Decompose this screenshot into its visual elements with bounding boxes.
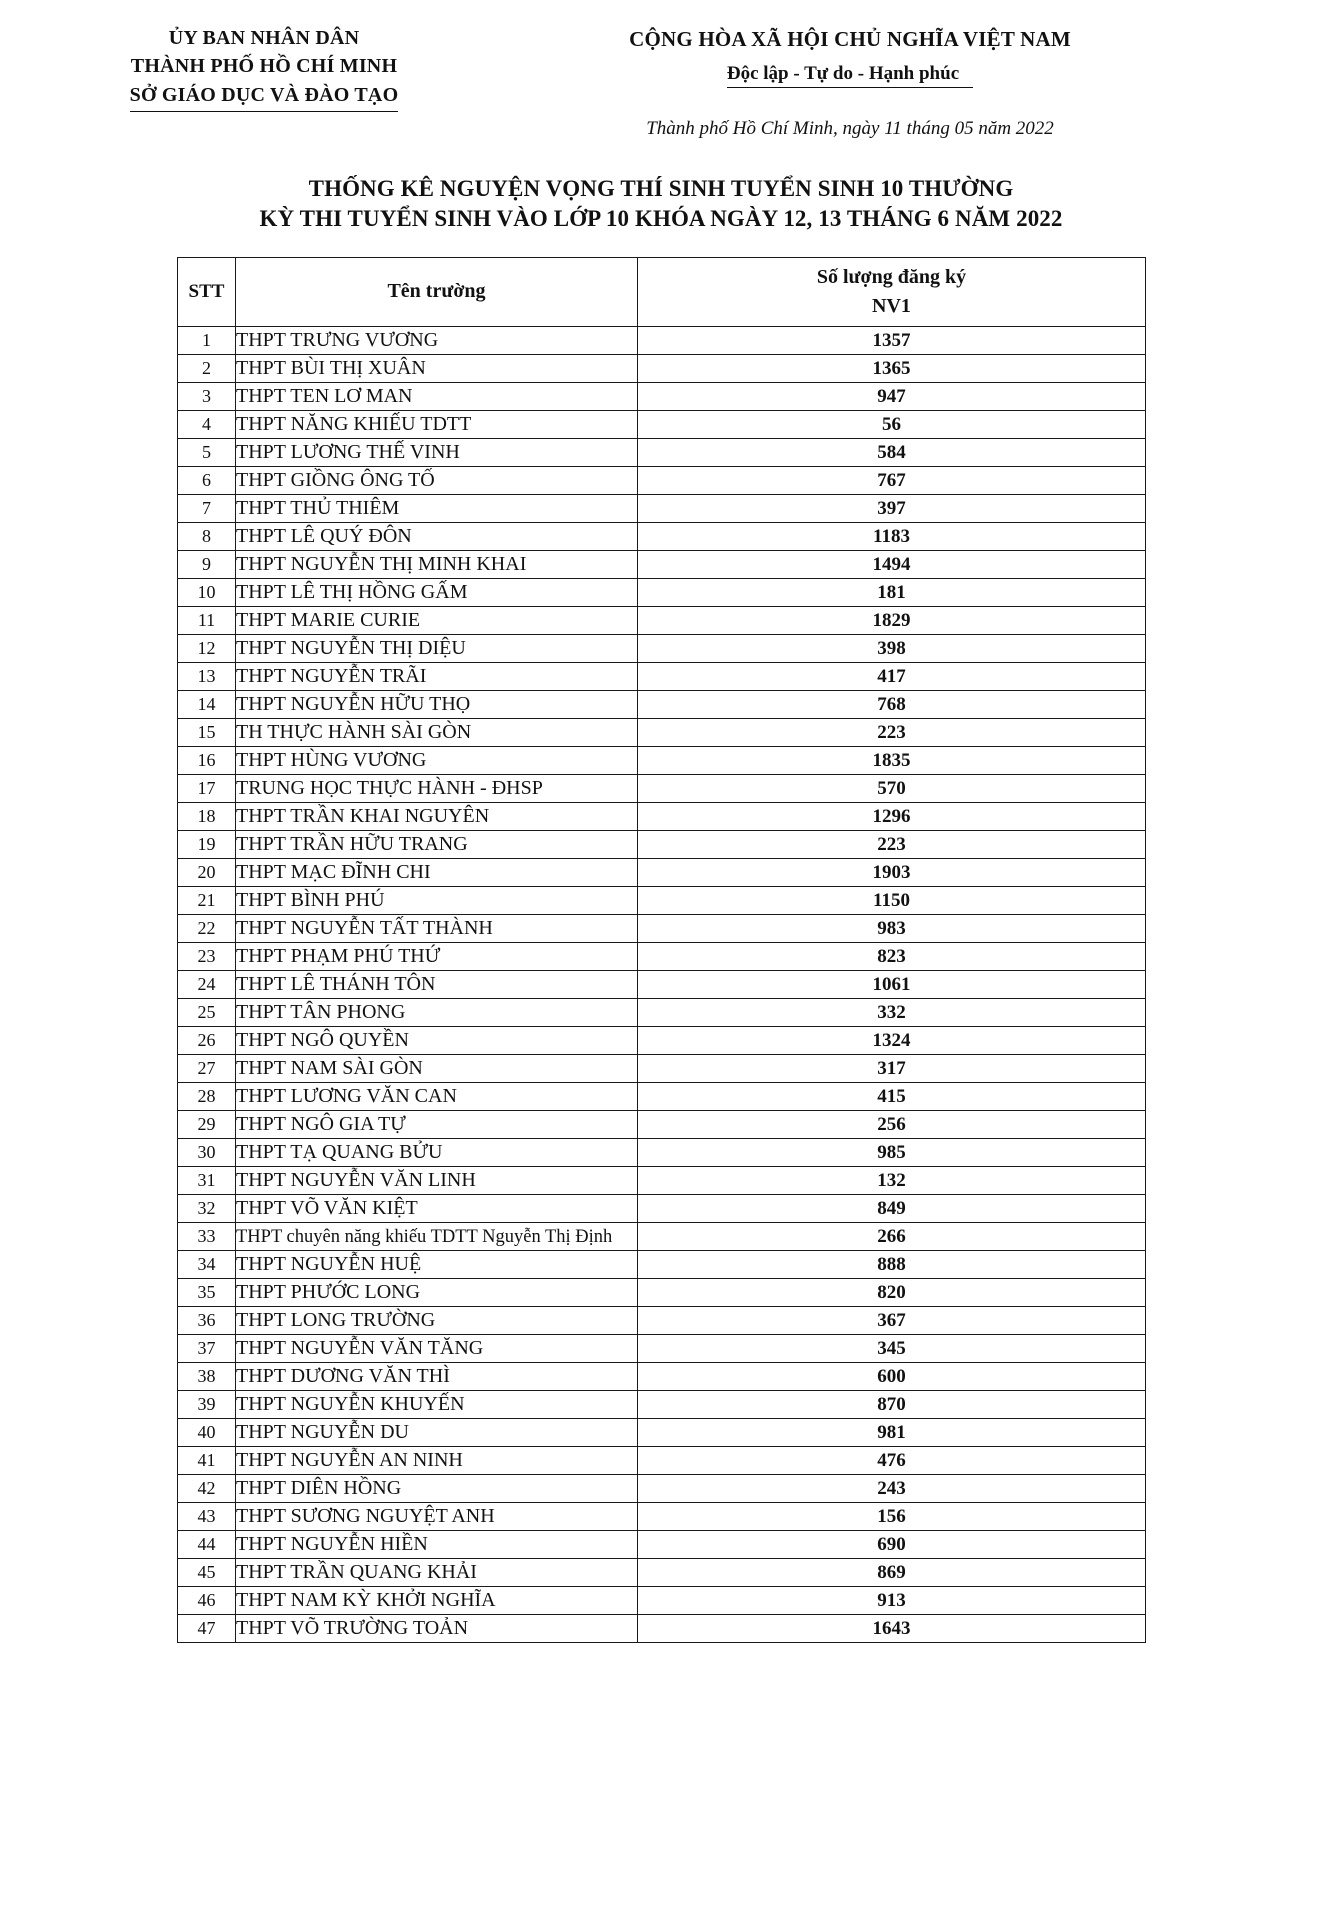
cell-school-name: THPT LÊ THÁNH TÔN <box>236 970 638 998</box>
cell-registration-count: 367 <box>638 1306 1146 1334</box>
cell-index: 30 <box>178 1138 236 1166</box>
national-heading-block <box>470 24 1282 140</box>
cell-registration-count: 869 <box>638 1558 1146 1586</box>
cell-registration-count: 476 <box>638 1446 1146 1474</box>
cell-index: 41 <box>178 1446 236 1474</box>
cell-index: 16 <box>178 746 236 774</box>
cell-school-name: THPT DIÊN HỒNG <box>236 1474 638 1502</box>
table-row <box>178 438 1146 466</box>
cell-index: 2 <box>178 354 236 382</box>
cell-school-name: THPT NĂNG KHIẾU TDTT <box>236 410 638 438</box>
cell-school-name: THPT MARIE CURIE <box>236 606 638 634</box>
cell-index: 28 <box>178 1082 236 1110</box>
cell-school-name: THPT NGUYỄN VĂN TĂNG <box>236 1334 638 1362</box>
issuer-line-3: SỞ GIÁO DỤC VÀ ĐÀO TẠO <box>130 81 399 112</box>
cell-index: 8 <box>178 522 236 550</box>
cell-registration-count: 823 <box>638 942 1146 970</box>
cell-registration-count: 1903 <box>638 858 1146 886</box>
cell-school-name: THPT DƯƠNG VĂN THÌ <box>236 1362 638 1390</box>
cell-index: 44 <box>178 1530 236 1558</box>
header-count-line-1: Số lượng đăng ký <box>816 265 967 288</box>
cell-school-name: THPT NGUYỄN HIỀN <box>236 1530 638 1558</box>
table-row <box>178 1054 1146 1082</box>
cell-registration-count: 256 <box>638 1110 1146 1138</box>
cell-school-name: THPT NGUYỄN KHUYẾN <box>236 1390 638 1418</box>
cell-registration-count: 888 <box>638 1250 1146 1278</box>
cell-registration-count: 415 <box>638 1082 1146 1110</box>
cell-school-name: THPT TEN LƠ MAN <box>236 382 638 410</box>
cell-registration-count: 1183 <box>638 522 1146 550</box>
cell-index: 13 <box>178 662 236 690</box>
cell-index: 40 <box>178 1418 236 1446</box>
cell-school-name: THPT VÕ TRƯỜNG TOẢN <box>236 1614 638 1642</box>
table-row <box>178 382 1146 410</box>
cell-school-name: TRUNG HỌC THỰC HÀNH - ĐHSP <box>236 774 638 802</box>
cell-school-name: THPT SƯƠNG NGUYỆT ANH <box>236 1502 638 1530</box>
table-row <box>178 1334 1146 1362</box>
cell-index: 11 <box>178 606 236 634</box>
table-row <box>178 1110 1146 1138</box>
cell-registration-count: 1150 <box>638 886 1146 914</box>
cell-registration-count: 417 <box>638 662 1146 690</box>
table-row <box>178 1586 1146 1614</box>
cell-registration-count: 56 <box>638 410 1146 438</box>
cell-registration-count: 1643 <box>638 1614 1146 1642</box>
cell-registration-count: 983 <box>638 914 1146 942</box>
cell-registration-count: 985 <box>638 1138 1146 1166</box>
cell-registration-count: 156 <box>638 1502 1146 1530</box>
cell-index: 42 <box>178 1474 236 1502</box>
cell-index: 36 <box>178 1306 236 1334</box>
table-row <box>178 1278 1146 1306</box>
cell-registration-count: 1835 <box>638 746 1146 774</box>
table-row <box>178 1418 1146 1446</box>
cell-school-name: TH THỰC HÀNH SÀI GÒN <box>236 718 638 746</box>
cell-index: 31 <box>178 1166 236 1194</box>
cell-registration-count: 317 <box>638 1054 1146 1082</box>
cell-school-name: THPT LONG TRƯỜNG <box>236 1306 638 1334</box>
cell-school-name: THPT HÙNG VƯƠNG <box>236 746 638 774</box>
cell-registration-count: 266 <box>638 1222 1146 1250</box>
header-school-name: Tên trường <box>236 257 638 326</box>
cell-school-name: THPT MẠC ĐĨNH CHI <box>236 858 638 886</box>
cell-registration-count: 1829 <box>638 606 1146 634</box>
national-motto: Độc lập - Tự do - Hạnh phúc <box>727 63 973 88</box>
table-row <box>178 326 1146 354</box>
cell-index: 14 <box>178 690 236 718</box>
table-row <box>178 1138 1146 1166</box>
table-body <box>178 326 1146 1642</box>
cell-index: 33 <box>178 1222 236 1250</box>
table-row <box>178 1362 1146 1390</box>
cell-registration-count: 397 <box>638 494 1146 522</box>
table-row <box>178 1166 1146 1194</box>
cell-registration-count: 332 <box>638 998 1146 1026</box>
cell-registration-count: 690 <box>638 1530 1146 1558</box>
cell-index: 3 <box>178 382 236 410</box>
table-row <box>178 1306 1146 1334</box>
cell-index: 10 <box>178 578 236 606</box>
cell-registration-count: 584 <box>638 438 1146 466</box>
cell-registration-count: 820 <box>638 1278 1146 1306</box>
table-row <box>178 802 1146 830</box>
cell-registration-count: 870 <box>638 1390 1146 1418</box>
cell-index: 23 <box>178 942 236 970</box>
table-row <box>178 774 1146 802</box>
table-row <box>178 606 1146 634</box>
cell-school-name: THPT NGUYỄN HUỆ <box>236 1250 638 1278</box>
cell-registration-count: 1494 <box>638 550 1146 578</box>
table-row <box>178 1614 1146 1642</box>
cell-registration-count: 223 <box>638 830 1146 858</box>
cell-school-name: THPT NAM KỲ KHỞI NGHĨA <box>236 1586 638 1614</box>
table-row <box>178 942 1146 970</box>
cell-registration-count: 570 <box>638 774 1146 802</box>
table-row <box>178 550 1146 578</box>
cell-school-name: THPT TÂN PHONG <box>236 998 638 1026</box>
cell-index: 22 <box>178 914 236 942</box>
table-row <box>178 690 1146 718</box>
cell-school-name: THPT TẠ QUANG BỬU <box>236 1138 638 1166</box>
issuer-line-2: THÀNH PHỐ HỒ CHÍ MINH <box>130 55 398 78</box>
table-row <box>178 494 1146 522</box>
cell-registration-count: 1296 <box>638 802 1146 830</box>
cell-school-name: THPT GIỒNG ÔNG TỐ <box>236 466 638 494</box>
issuer-line-1: ỦY BAN NHÂN DÂN <box>168 27 360 49</box>
cell-registration-count: 1324 <box>638 1026 1146 1054</box>
cell-school-name: THPT NAM SÀI GÒN <box>236 1054 638 1082</box>
cell-index: 35 <box>178 1278 236 1306</box>
cell-school-name: THPT NGÔ QUYỀN <box>236 1026 638 1054</box>
cell-registration-count: 223 <box>638 718 1146 746</box>
cell-school-name <box>236 1222 638 1250</box>
cell-school-name: THPT VÕ VĂN KIỆT <box>236 1194 638 1222</box>
table-row <box>178 746 1146 774</box>
table-row <box>178 998 1146 1026</box>
header-count-line-2: NV1 <box>872 294 911 317</box>
cell-registration-count: 913 <box>638 1586 1146 1614</box>
cell-index: 6 <box>178 466 236 494</box>
cell-index: 15 <box>178 718 236 746</box>
table-row <box>178 1390 1146 1418</box>
cell-registration-count: 1365 <box>638 354 1146 382</box>
document-title <box>0 174 1322 235</box>
cell-school-name: THPT LƯƠNG THẾ VINH <box>236 438 638 466</box>
cell-index: 37 <box>178 1334 236 1362</box>
cell-index: 43 <box>178 1502 236 1530</box>
cell-school-name: THPT NGUYỄN THỊ MINH KHAI <box>236 550 638 578</box>
table-row <box>178 1558 1146 1586</box>
cell-school-name: THPT PHẠM PHÚ THỨ <box>236 942 638 970</box>
cell-registration-count: 768 <box>638 690 1146 718</box>
cell-index: 20 <box>178 858 236 886</box>
table-row <box>178 1530 1146 1558</box>
cell-registration-count: 947 <box>638 382 1146 410</box>
table-row <box>178 1222 1146 1250</box>
cell-school-name: THPT NGUYỄN HỮU THỌ <box>236 690 638 718</box>
cell-registration-count: 181 <box>638 578 1146 606</box>
cell-school-name: THPT TRƯNG VƯƠNG <box>236 326 638 354</box>
cell-index: 47 <box>178 1614 236 1642</box>
table-row <box>178 1502 1146 1530</box>
cell-registration-count: 243 <box>638 1474 1146 1502</box>
cell-index: 46 <box>178 1586 236 1614</box>
table-row <box>178 634 1146 662</box>
table-row <box>178 466 1146 494</box>
cell-index: 4 <box>178 410 236 438</box>
cell-school-name: THPT NGÔ GIA TỰ <box>236 1110 638 1138</box>
table-row <box>178 1250 1146 1278</box>
cell-registration-count: 600 <box>638 1362 1146 1390</box>
table-row <box>178 1474 1146 1502</box>
cell-index: 26 <box>178 1026 236 1054</box>
cell-school-name: THPT NGUYỄN TRÃI <box>236 662 638 690</box>
cell-school-name: THPT LƯƠNG VĂN CAN <box>236 1082 638 1110</box>
national-title: CỘNG HÒA XÃ HỘI CHỦ NGHĨA VIỆT NAM <box>629 27 1071 51</box>
table-row <box>178 970 1146 998</box>
cell-index: 38 <box>178 1362 236 1390</box>
table-row <box>178 522 1146 550</box>
statistics-table <box>177 257 1146 1643</box>
statistics-table-container <box>177 257 1145 1643</box>
table-row <box>178 410 1146 438</box>
cell-school-name: THPT NGUYỄN AN NINH <box>236 1446 638 1474</box>
cell-index: 25 <box>178 998 236 1026</box>
cell-school-name: THPT BÌNH PHÚ <box>236 886 638 914</box>
cell-registration-count: 767 <box>638 466 1146 494</box>
cell-index: 18 <box>178 802 236 830</box>
cell-index: 5 <box>178 438 236 466</box>
cell-registration-count: 345 <box>638 1334 1146 1362</box>
letterhead <box>0 0 1322 140</box>
table-row <box>178 886 1146 914</box>
place-and-date: Thành phố Hồ Chí Minh, ngày 11 tháng 05 năm 2022 <box>646 117 1054 139</box>
table-row <box>178 662 1146 690</box>
cell-index: 12 <box>178 634 236 662</box>
cell-index: 32 <box>178 1194 236 1222</box>
table-row <box>178 1446 1146 1474</box>
cell-school-name: THPT NGUYỄN THỊ DIỆU <box>236 634 638 662</box>
issuing-authority-block <box>40 24 470 112</box>
cell-index: 24 <box>178 970 236 998</box>
cell-registration-count: 1061 <box>638 970 1146 998</box>
cell-school-name: THPT BÙI THỊ XUÂN <box>236 354 638 382</box>
cell-index: 45 <box>178 1558 236 1586</box>
cell-index: 39 <box>178 1390 236 1418</box>
cell-school-name: THPT LÊ QUÝ ĐÔN <box>236 522 638 550</box>
cell-registration-count: 132 <box>638 1166 1146 1194</box>
cell-registration-count: 1357 <box>638 326 1146 354</box>
cell-index: 17 <box>178 774 236 802</box>
title-line-1: THỐNG KÊ NGUYỆN VỌNG THÍ SINH TUYỂN SINH 10 THƯỜNG <box>308 175 1014 201</box>
cell-registration-count: 981 <box>638 1418 1146 1446</box>
cell-index: 9 <box>178 550 236 578</box>
cell-school-name: THPT LÊ THỊ HỒNG GẤM <box>236 578 638 606</box>
table-row <box>178 1026 1146 1054</box>
cell-school-name: THPT NGUYỄN TẤT THÀNH <box>236 914 638 942</box>
cell-index: 1 <box>178 326 236 354</box>
cell-school-name: THPT NGUYỄN VĂN LINH <box>236 1166 638 1194</box>
table-row <box>178 1194 1146 1222</box>
cell-school-name: THPT NGUYỄN DU <box>236 1418 638 1446</box>
header-row <box>178 257 1146 326</box>
cell-index: 19 <box>178 830 236 858</box>
header-registration-count <box>638 257 1146 326</box>
cell-school-name: THPT TRẦN QUANG KHẢI <box>236 1558 638 1586</box>
table-row <box>178 718 1146 746</box>
title-line-2: KỲ THI TUYỂN SINH VÀO LỚP 10 KHÓA NGÀY 12, 13 THÁNG 6 NĂM 2022 <box>259 206 1063 232</box>
table-row <box>178 354 1146 382</box>
cell-school-name: THPT PHƯỚC LONG <box>236 1278 638 1306</box>
cell-index: 21 <box>178 886 236 914</box>
cell-school-name: THPT TRẦN KHAI NGUYÊN <box>236 802 638 830</box>
cell-school-name: THPT THỦ THIÊM <box>236 494 638 522</box>
table-row <box>178 578 1146 606</box>
cell-registration-count: 398 <box>638 634 1146 662</box>
table-row <box>178 830 1146 858</box>
cell-index: 27 <box>178 1054 236 1082</box>
table-row <box>178 858 1146 886</box>
table-header <box>178 257 1146 326</box>
header-stt: STT <box>178 257 236 326</box>
table-row <box>178 1082 1146 1110</box>
cell-index: 29 <box>178 1110 236 1138</box>
cell-registration-count: 849 <box>638 1194 1146 1222</box>
cell-index: 7 <box>178 494 236 522</box>
school-name-text: THPT chuyên năng khiếu TDTT Nguyễn Thị Định <box>236 1226 613 1247</box>
cell-school-name: THPT TRẦN HỮU TRANG <box>236 830 638 858</box>
table-row <box>178 914 1146 942</box>
cell-index: 34 <box>178 1250 236 1278</box>
